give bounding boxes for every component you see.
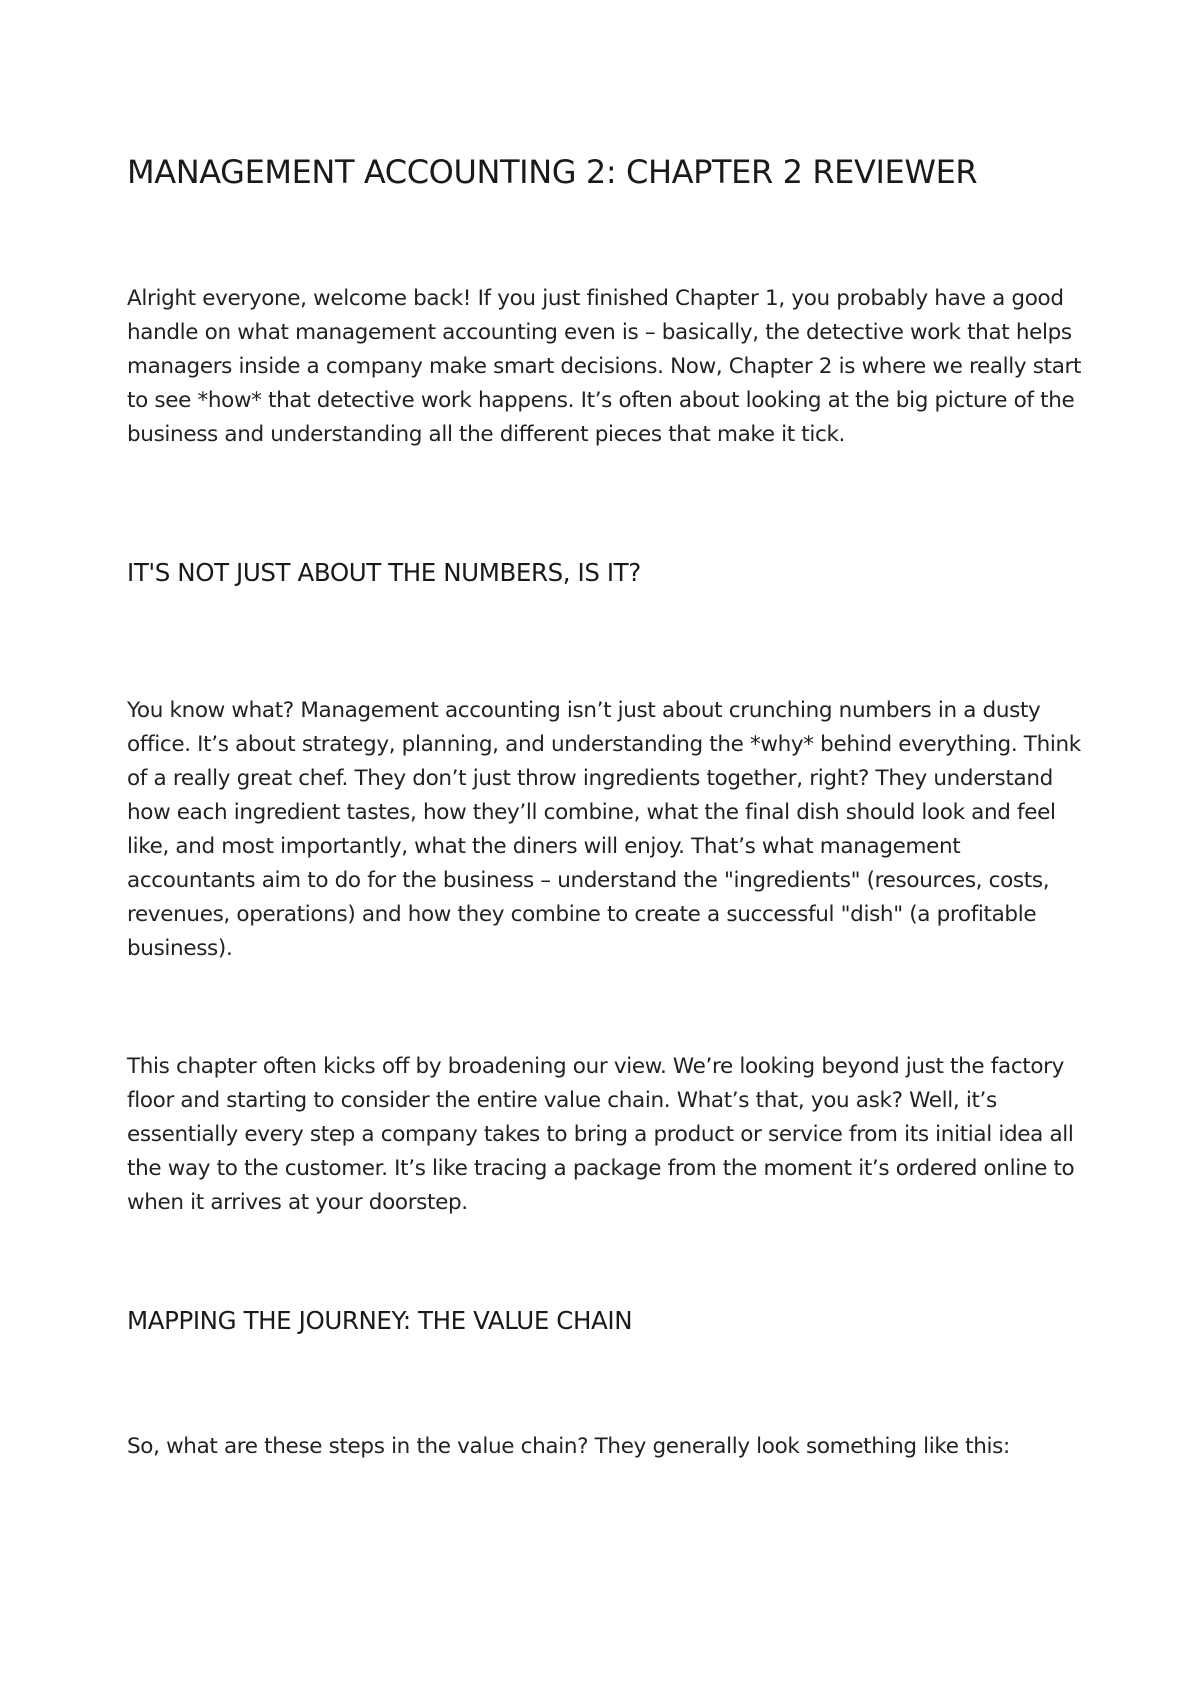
paragraph-value-chain-steps: So, what are these steps in the value chain? They generally look something like this:: [127, 1434, 1010, 1459]
document-body: [127, 150, 1087, 1464]
paragraph-chef-analogy: You know what? Management accounting isn’t just about crunching numbers in a dusty office. It’s about strategy, planning, and understanding the *why* behind everything. Think of a really great chef. They don’t just throw ingredients together, right? They understand how each ingredient tastes, how they’ll combine, what the final dish should look and feel like, and most importantly, what the diners will enjoy. That’s what management accountants aim to do for the business – understand the "ingredients" (resources, costs, revenues, operations) and how they combine to create a successful "dish" (a profitable business).: [127, 698, 1081, 961]
section-heading-value-chain: MAPPING THE JOURNEY: THE VALUE CHAIN: [127, 1306, 633, 1335]
document-title: MANAGEMENT ACCOUNTING 2: CHAPTER 2 REVIEWER: [127, 153, 978, 191]
intro-paragraph: Alright everyone, welcome back! If you just finished Chapter 1, you probably have a good handle on what management accounting even is – basically, the detective work that helps managers inside a company make smart decisions. Now, Chapter 2 is where we really start to see *how* that detective work happens. It’s often about looking at the big picture of the business and understanding all the different pieces that make it tick.: [127, 286, 1082, 447]
paragraph-value-chain-intro: This chapter often kicks off by broadening our view. We’re looking beyond just the factory floor and starting to consider the entire value chain. What’s that, you ask? Well, it’s essentially every step a company takes to bring a product or service from its initial idea all the way to the customer. It’s like tracing a package from the moment it’s ordered online to when it arrives at your doorstep.: [127, 1054, 1075, 1215]
section-heading-numbers: IT'S NOT JUST ABOUT THE NUMBERS, IS IT?: [127, 558, 641, 587]
